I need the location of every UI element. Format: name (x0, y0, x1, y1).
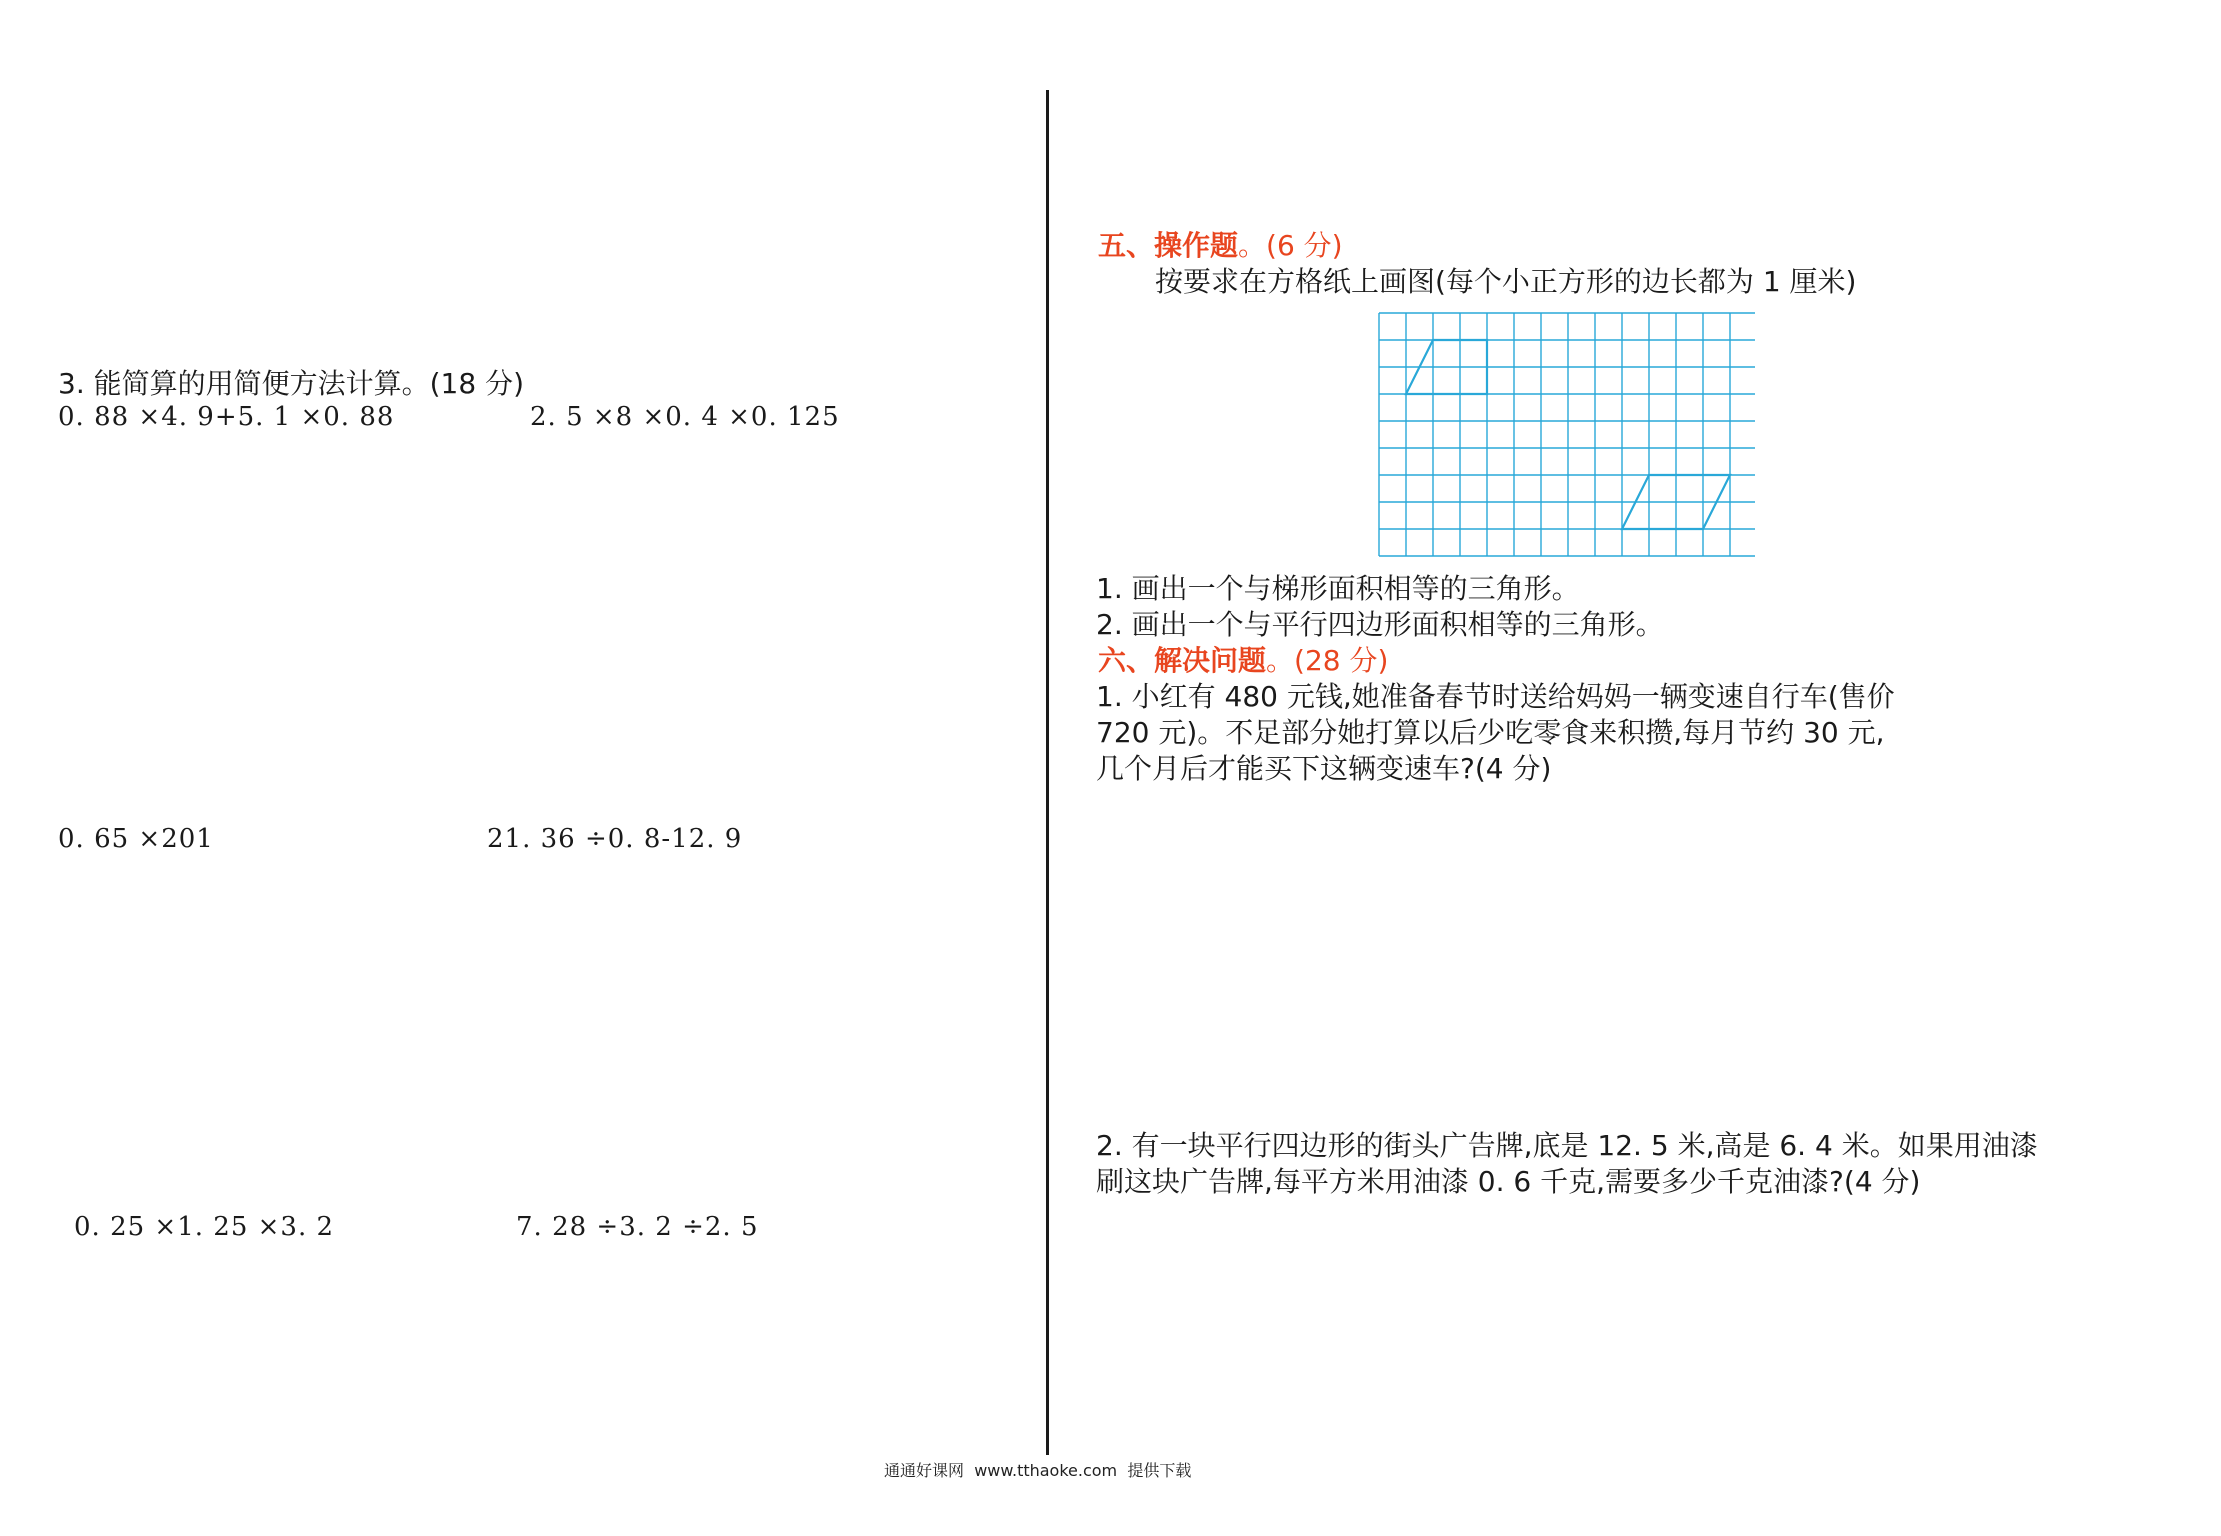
problem-1-line-3: 几个月后才能买下这辆变速车?(4 分) (1096, 752, 1552, 785)
question-3-title: 3. 能简算的用简便方法计算。(18 分) (58, 367, 524, 400)
problem-1-line-2: 720 元)。不足部分她打算以后少吃零食来积攒,每月节约 30 元, (1096, 716, 1885, 749)
expression-6: 7. 28 ÷3. 2 ÷2. 5 (516, 1212, 759, 1242)
section-6-score: 。(28 分) (1266, 644, 1389, 677)
expression-2: 2. 5 ×8 ×0. 4 ×0. 125 (530, 402, 840, 432)
footer-site-name: 通通好课网 (884, 1461, 965, 1480)
task-2: 2. 画出一个与平行四边形面积相等的三角形。 (1096, 608, 1664, 641)
square-grid-paper (1378, 312, 1755, 557)
task-1: 1. 画出一个与梯形面积相等的三角形。 (1096, 572, 1580, 605)
section-5-heading (1098, 228, 1343, 264)
problem-2-line-2: 刷这块广告牌,每平方米用油漆 0. 6 千克,需要多少千克油漆?(4 分) (1096, 1165, 1921, 1198)
expression-3: 0. 65 ×201 (58, 824, 214, 854)
section-6-title: 六、解决问题 (1098, 644, 1267, 677)
footer-url[interactable]: www.tthaoke.com (974, 1461, 1118, 1480)
section-5-title: 五、操作题 (1098, 229, 1239, 262)
section-5-score: 。(6 分) (1238, 229, 1343, 262)
expression-1: 0. 88 ×4. 9+5. 1 ×0. 88 (58, 402, 395, 432)
expression-4: 21. 36 ÷0. 8-12. 9 (487, 824, 743, 854)
problem-2-line-1: 2. 有一块平行四边形的街头广告牌,底是 12. 5 米,高是 6. 4 米。如果用油漆 (1096, 1129, 2038, 1162)
footer (884, 1458, 1191, 1481)
problem-1-line-1: 1. 小红有 480 元钱,她准备春节时送给妈妈一辆变速自行车(售价 (1096, 680, 1895, 713)
grid-svg (1378, 312, 1755, 557)
footer-suffix: 提供下载 (1127, 1461, 1192, 1480)
section-6-heading (1098, 643, 1388, 679)
expression-5: 0. 25 ×1. 25 ×3. 2 (74, 1212, 335, 1242)
drawing-instruction: 按要求在方格纸上画图(每个小正方形的边长都为 1 厘米) (1155, 265, 1857, 298)
grid-lines (1379, 313, 1755, 556)
column-divider (1046, 90, 1049, 1455)
